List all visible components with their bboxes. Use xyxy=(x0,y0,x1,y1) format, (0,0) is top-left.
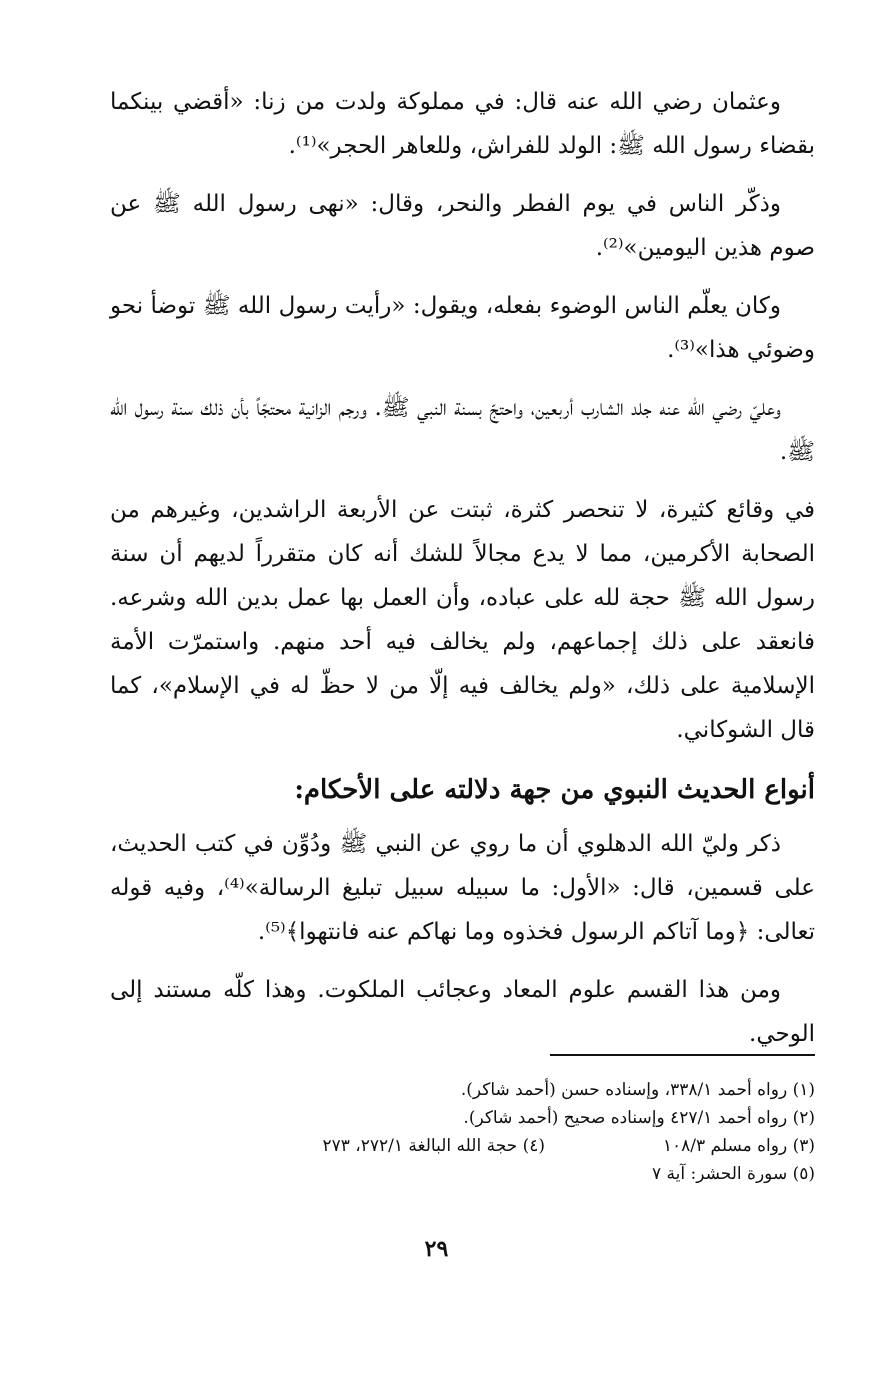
footnote-2: (٢) رواه أحمد ٤٢٧/١ وإسناده صحيح (أحمد شاكر). xyxy=(463,1108,815,1128)
paragraph-consensus: في وقائع كثيرة، لا تنحصر كثرة، ثبتت عن الأربعة الراشدين، وغيرهم من الصحابة الأكرمين، مما لا يدع مجالاً للشك أنه كان متقرراً لديهم أن سنة رسول الله ﷺ حجة لله على عباده، وأن العمل بها عمل بدين الله وشرعه. فانعقد على ذلك إجماعهم، ولم يخالف فيه أحد منهم. واستمرّت الأمة الإسلامية على ذلك، «ولم يخالف فيه إلّا من لا حظّ له في الإسلام»، كما قال الشوكاني. xyxy=(110,497,815,743)
footnotes xyxy=(115,1076,815,1188)
paragraph-dehlawi: ذكر وليّ الله الدهلوي أن ما روي عن النبي ﷺ ودُوِّن في كتب الحديث، على قسمين، قال: «الأول: ما سبيله سبيل تبليغ الرسالة»⁽⁴⁾، وفيه قوله تعالى: ﴿وما آتاكم الرسول فخذوه وما نهاكم عنه فانتهوا﴾⁽⁵⁾. xyxy=(110,831,815,945)
footnote-1: (١) رواه أحمد ٣٣٨/١، وإسناده حسن (أحمد شاكر). xyxy=(460,1080,815,1100)
footnote-4: (٤) حجة الله البالغة ٢٧٢/١، ٢٧٣ xyxy=(322,1136,545,1156)
footnote-row-3-4 xyxy=(115,1132,815,1160)
page-number: ٢٩ xyxy=(424,1236,449,1262)
page-body xyxy=(110,80,815,1070)
footnote-divider xyxy=(550,1054,815,1056)
paragraph-ali: وعليّ رضي الله عنه جلد الشارب أربعين، واحتجّ بسنة النبي ﷺ. ورجم الزانية محتجّاً بأن ذلك سنة رسول الله ﷺ. xyxy=(110,395,815,465)
paragraph-uthman: وعثمان رضي الله عنه قال: في مملوكة ولدت من زنا: «أقضي بينكما بقضاء رسول الله ﷺ: الولد للفراش، وللعاهر الحجر»⁽¹⁾. xyxy=(110,89,815,159)
paragraph-eid-fasting: وذكّر الناس في يوم الفطر والنحر، وقال: «نهى رسول الله ﷺ عن صوم هذين اليومين»⁽²⁾. xyxy=(110,191,815,261)
footnote-3: (٣) رواه مسلم ١٠٨/٣ xyxy=(662,1136,815,1156)
footnote-5: (٥) سورة الحشر: آية ٧ xyxy=(651,1164,815,1184)
section-heading: أنواع الحديث النبوي من جهة دلالته على الأحكام: xyxy=(294,775,815,805)
paragraph-revelation: ومن هذا القسم علوم المعاد وعجائب الملكوت. وهذا كلّه مستند إلى الوحي. xyxy=(110,977,815,1047)
paragraph-wudu: وكان يعلّم الناس الوضوء بفعله، ويقول: «رأيت رسول الله ﷺ توضأ نحو وضوئي هذا»⁽³⁾. xyxy=(110,293,815,363)
